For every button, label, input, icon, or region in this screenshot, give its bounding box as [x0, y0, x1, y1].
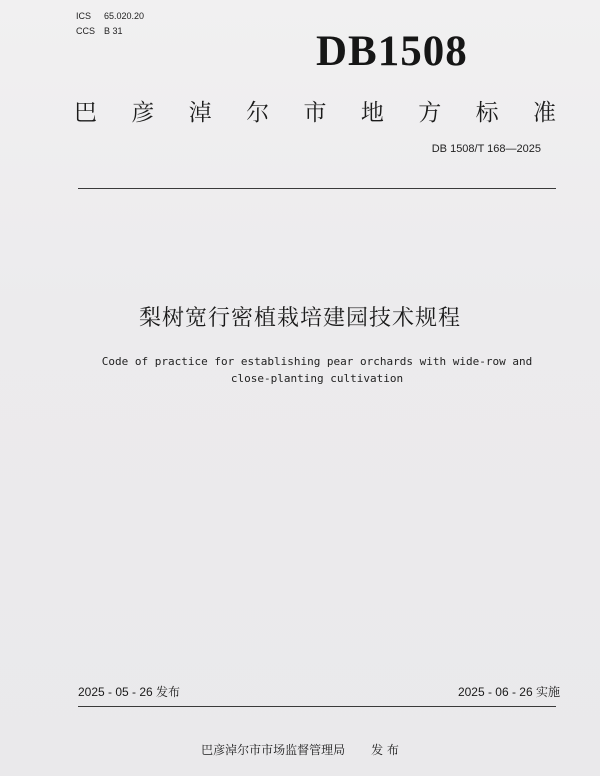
- classification-codes: [76, 9, 144, 39]
- header-divider: [78, 188, 556, 189]
- english-title-line: close-planting cultivation: [230, 372, 404, 385]
- issuer-name: 巴彦淖尔市市场监督管理局: [201, 743, 346, 757]
- document-title-chinese: 梨树宽行密植栽培建园技术规程: [138, 306, 461, 331]
- authority-char: 地: [360, 100, 384, 126]
- authority-char: 准: [533, 100, 556, 126]
- implementation-date: 2025 - 06 - 26 实施: [457, 685, 560, 699]
- issuing-authority: [0, 741, 600, 758]
- authority-char: 标: [475, 100, 499, 126]
- authority-char: 方: [418, 100, 442, 126]
- db-logo: DB1508: [316, 28, 468, 75]
- footer-divider: [78, 706, 556, 707]
- standard-authority: [74, 94, 556, 127]
- document-title-english: [80, 353, 554, 387]
- ccs-label: CCS: [76, 26, 96, 36]
- ics-value: 65.020.20: [104, 11, 145, 21]
- ccs-code: [76, 24, 144, 39]
- issue-date: 2025 - 05 - 26 发布: [78, 685, 181, 699]
- authority-char: 淖: [188, 100, 212, 126]
- authority-char: 尔: [246, 100, 270, 126]
- authority-char: 市: [303, 100, 327, 126]
- ccs-value: B 31: [104, 26, 123, 36]
- authority-char: 彦: [131, 100, 155, 126]
- ics-label: ICS: [76, 11, 92, 21]
- standard-number: DB 1508/T 168—2025: [431, 143, 541, 155]
- authority-char: 巴: [74, 100, 97, 126]
- english-title-line: Code of practice for establishing pear orchards with wide-row and: [101, 355, 533, 368]
- issue-word: 发 布: [371, 743, 399, 757]
- ics-code: [76, 9, 144, 24]
